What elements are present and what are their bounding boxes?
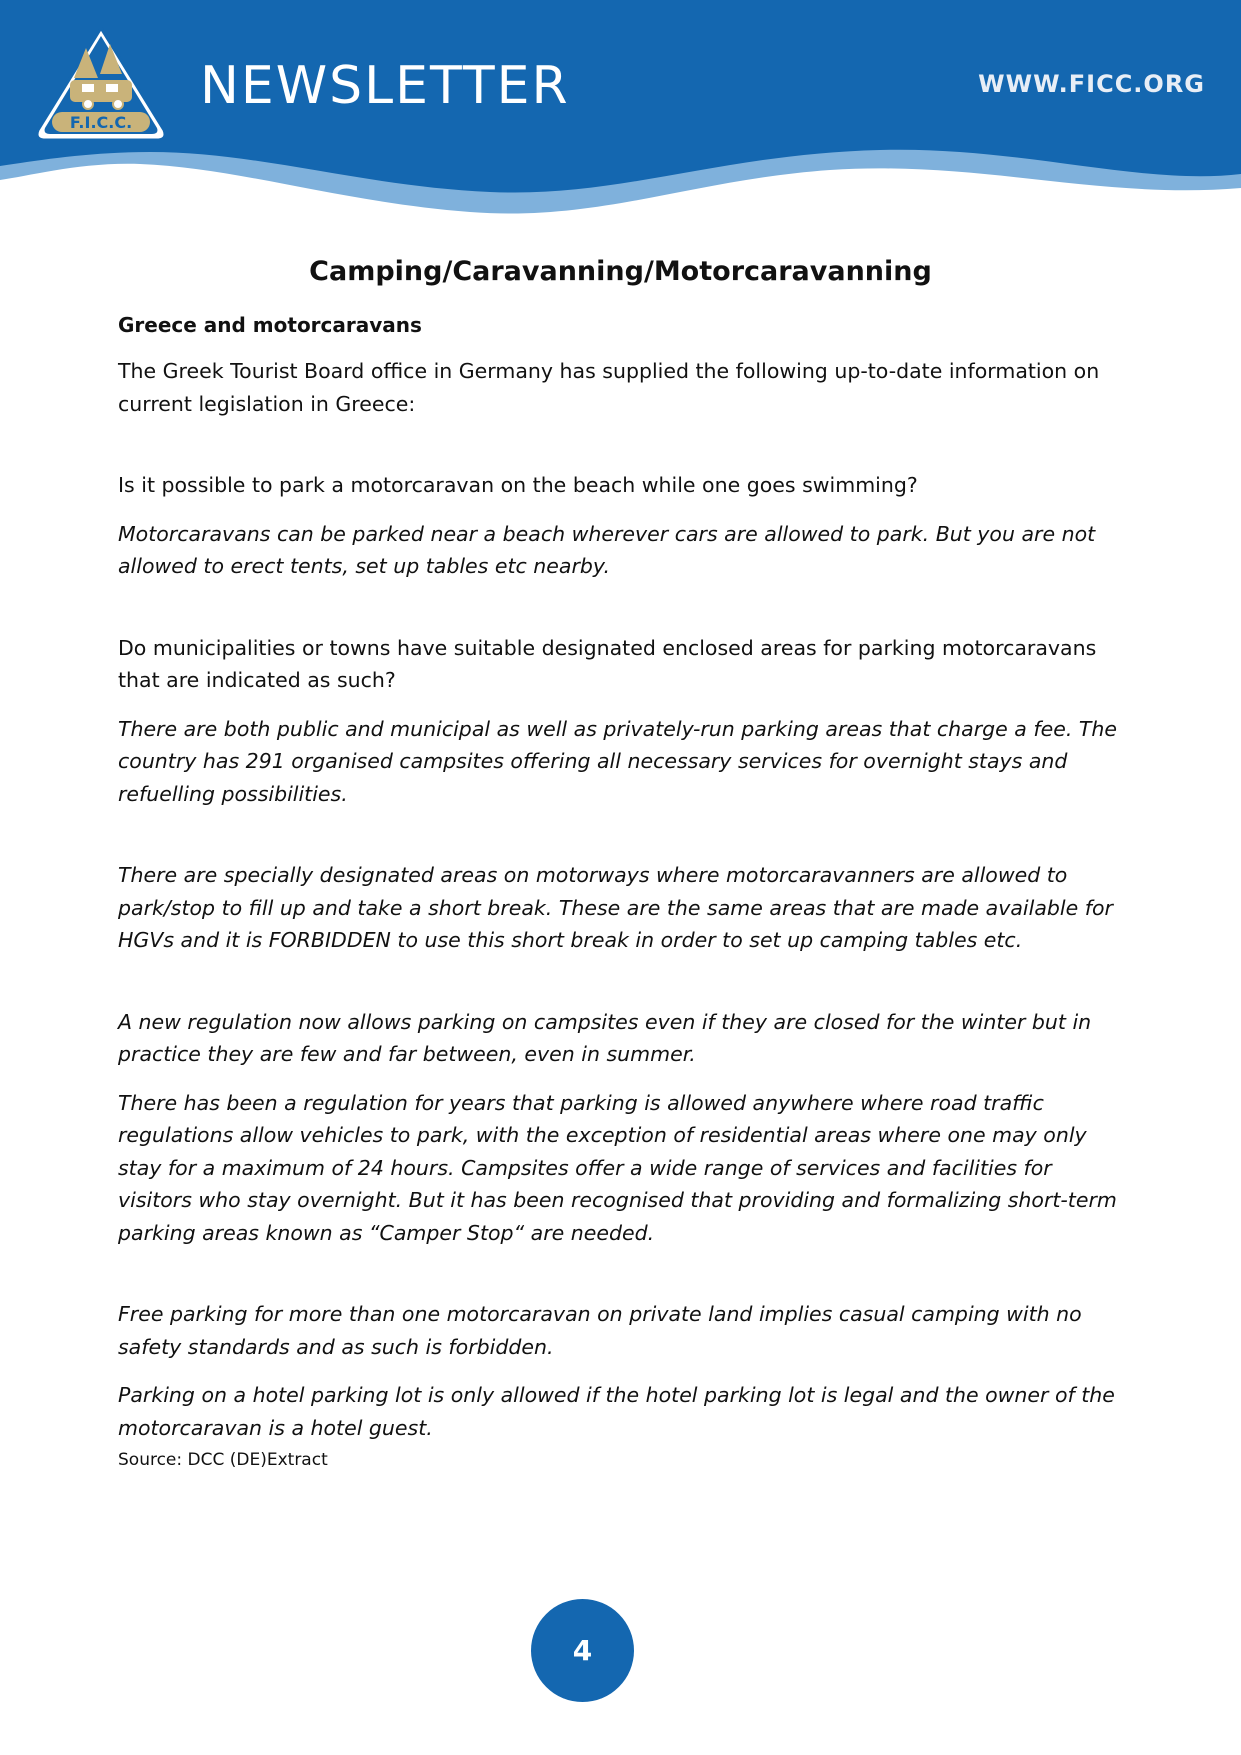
page-title: Camping/Caravanning/Motorcaravanning xyxy=(309,256,932,287)
ficc-logo xyxy=(30,22,172,147)
paragraph-parking-regulation: There has been a regulation for years that parking is allowed anywhere where road traffic regulations allow vehicles to park, with the exception of residential areas where one may only stay for a maximum of 24 hours. Campsites offer a wide range of services and facilities for visitors who stay overnight. But it has been recognised that providing and formalizing short-term parking areas known as “Camper Stop“ are needed. xyxy=(118,1090,1117,1245)
source-credit: Source: DCC (DE)Extract xyxy=(118,1450,328,1470)
paragraph-new-regulation: A new regulation now allows parking on campsites even if they are closed for the winter but in practice they are few and far between, even in summer. xyxy=(118,1009,1092,1066)
logo-text: F.I.C.C. xyxy=(69,113,133,132)
article xyxy=(118,256,1123,1470)
page-number-badge: 4 xyxy=(531,1599,634,1702)
section-heading: Greece and motorcaravans xyxy=(118,313,422,337)
intro-paragraph: The Greek Tourist Board office in Germany has supplied the following up-to-date information on current legislation in Greece: xyxy=(118,359,1100,416)
paragraph-hotel-parking: Parking on a hotel parking lot is only allowed if the hotel parking lot is legal and the owner of the motorcaravan is a hotel guest. xyxy=(118,1383,1115,1440)
newsletter-header xyxy=(0,0,1241,230)
question-beach: Is it possible to park a motorcaravan on the beach while one goes swimming? xyxy=(118,473,918,497)
paragraph-free-parking: Free parking for more than one motorcaravan on private land implies casual camping with no safety standards and as such is forbidden. xyxy=(118,1302,1082,1359)
paragraph-motorways: There are specially designated areas on motorways where motorcaravanners are allowed to park/stop to fill up and take a short break. These are the same areas that are made available for HGVs and it is FORBIDDEN to use this short break in order to set up camping tables etc. xyxy=(118,863,1113,952)
header-wave-background xyxy=(0,0,1241,230)
answer-municipal-areas: There are both public and municipal as well as privately-run parking areas that charge a fee. The country has 291 organised campsites offering all necessary services for overnight stays and refuelling possibilities. xyxy=(118,716,1117,806)
newsletter-title: NEWSLETTER xyxy=(200,56,570,116)
answer-beach: Motorcaravans can be parked near a beach wherever cars are allowed to park. But you are not allowed to erect tents, set up tables etc nearby. xyxy=(118,521,1096,578)
question-municipal-areas: Do municipalities or towns have suitable designated enclosed areas for parking motorcaravans that are indicated as such? xyxy=(118,635,1097,692)
website-link[interactable]: WWW.FICC.ORG xyxy=(978,70,1205,98)
